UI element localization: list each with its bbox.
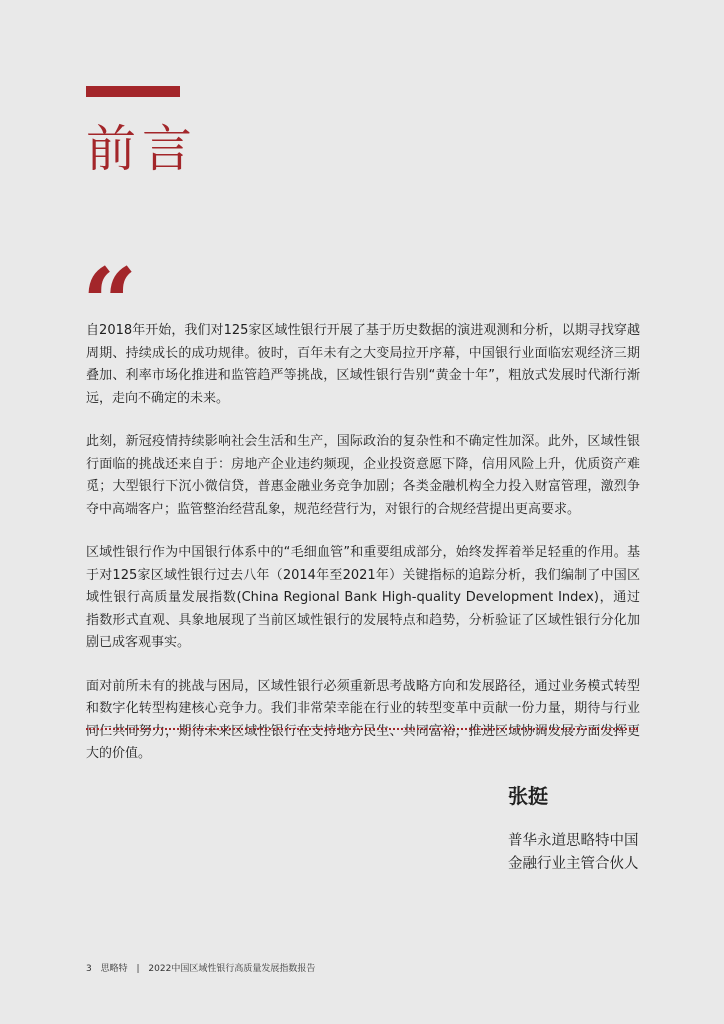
paragraph-1: 自2018年开始，我们对125家区域性银行开展了基于历史数据的演进观测和分析，以期寻找穿越周期、持续成长的成功规律。彼时，百年未有之大变局拉开序幕，中国银行业面临宏观经济三期叠加、利率市场化推进和监管趋严等挑战，区域性银行告别“黄金十年”，粗放式发展时代渐行渐远，走向不确定的未来。 — [86, 323, 640, 406]
signature-title — [508, 830, 639, 876]
signature-title-line-2: 金融行业主管合伙人 — [508, 856, 639, 872]
paragraph-3: 区域性银行作为中国银行体系中的“毛细血管”和重要组成部分，始终发挥着举足轻重的作用。基于对125家区域性银行过去八年（2014年至2021年）关键指标的追踪分析，我们编制了中国区域性银行高质量发展指数(China Regional Bank High-quality Development Index)，通过指数形式直观、具象地展现了当前区域性银行的发展特点和趋势，分析验证了区域性银行分化加剧已成客观事实。 — [86, 545, 640, 650]
title-accent-bar — [86, 86, 180, 97]
signature-title-line-1: 普华永道思略特中国 — [508, 833, 639, 849]
page-title: 前言 — [86, 120, 198, 178]
page-number: 3 — [86, 964, 92, 974]
paragraph-4: 面对前所未有的挑战与困局，区域性银行必须重新思考战略方向和发展路径，通过业务模式转型和数字化转型构建核心竞争力。我们非常荣幸能在行业的转型变革中贡献一份力量，期待与行业同仁共同努力，期待未来区域性银行在支持地方民生、共同富裕，推进区域协调发展方面发挥更大的价值。 — [86, 678, 640, 761]
preface-body — [86, 320, 640, 787]
dotted-divider — [86, 728, 638, 730]
footer-brand: 思略特 — [100, 964, 128, 974]
footer-report-title: 2022中国区域性银行高质量发展指数报告 — [148, 964, 316, 974]
quote-mark-icon: “ — [82, 247, 138, 360]
page-footer — [86, 962, 321, 976]
footer-separator: | — [136, 964, 140, 974]
paragraph-2: 此刻，新冠疫情持续影响社会生活和生产，国际政治的复杂性和不确定性加深。此外，区域性银行面临的挑战还来自于：房地产企业违约频现，企业投资意愿下降，信用风险上升，优质资产难觅；大型银行下沉小微信贷，普惠金融业务竞争加剧；各类金融机构全力投入财富管理，激烈争夺中高端客户；监管整治经营乱象，规范经营行为，对银行的合规经营提出更高要求。 — [86, 434, 640, 517]
signature-name: 张挺 — [508, 784, 548, 808]
